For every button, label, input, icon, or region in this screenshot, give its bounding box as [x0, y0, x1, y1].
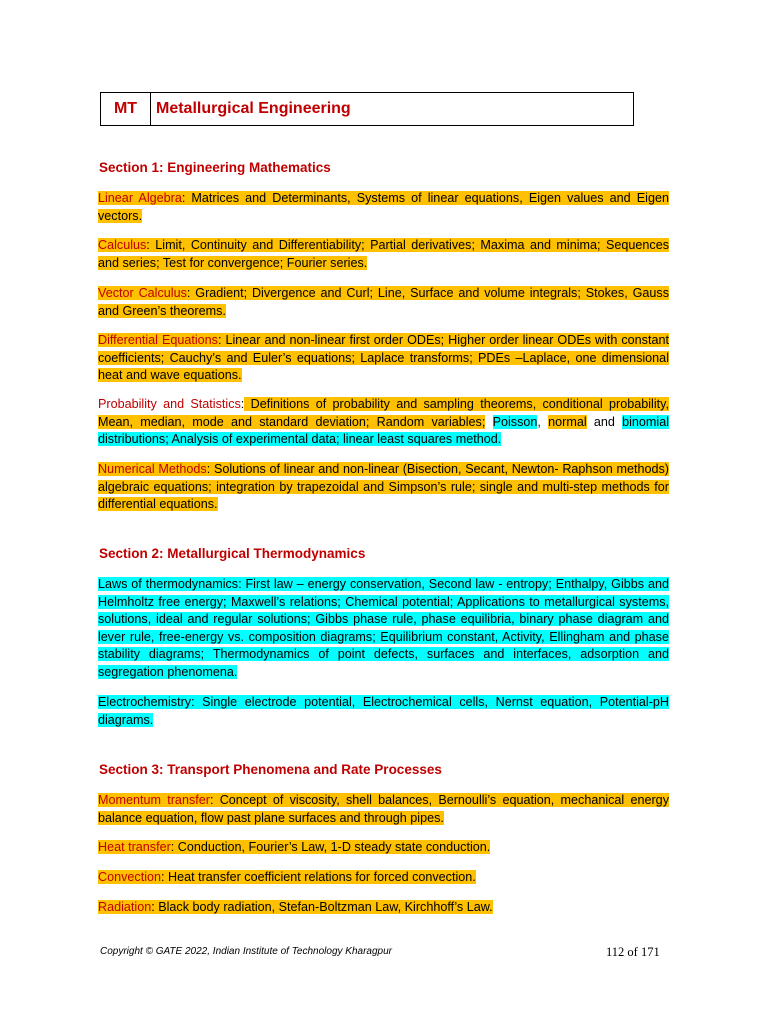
- normal-term: normal: [548, 414, 587, 429]
- topic-label: Numerical Methods: [98, 462, 207, 476]
- topic-text: Limit, Continuity and Differentiability; Partial derivatives; Maxima and minima; Sequences and series; Test for convergence; Fourier series.: [98, 238, 669, 270]
- topic-text: Linear and non-linear first order ODEs; Higher order linear ODEs with constant coefficients; Cauchy’s and Euler’s equations; Laplace transforms; PDEs –Laplace, one dimensional heat and wave equations.: [98, 333, 669, 382]
- paper-code: MT: [101, 93, 151, 125]
- topic-label: Radiation: [98, 900, 152, 914]
- topic-convection: Convection: Heat transfer coefficient relations for forced convection.: [98, 870, 476, 884]
- topic-label: Heat transfer: [98, 840, 171, 854]
- topic-text: Electrochemistry: Single electrode potential, Electrochemical cells, Nernst equation, Potential-pH diagrams.: [98, 695, 669, 727]
- section-1-title: Section 1: Engineering Mathematics: [99, 160, 331, 175]
- topic-differential-equations: Differential Equations: Linear and non-linear first order ODEs; Higher order linear ODEs with constant coefficients; Cauchy’s and Euler’s equations; Laplace transforms; PDEs –Laplace, one dimensional heat and wave equations.: [98, 333, 669, 382]
- topic-text: Black body radiation, Stefan-Boltzman Law, Kirchhoff’s Law.: [154, 900, 493, 914]
- paper-name: Metallurgical Engineering: [156, 100, 351, 117]
- topic-numerical-methods: Numerical Methods: Solutions of linear and non-linear (Bisection, Secant, Newton- Raphson methods) algebraic equations; integration by trapezoidal and Simpson’s rule; single and multi-step methods for differential equations.: [98, 462, 669, 511]
- topic-text: Concept of viscosity, shell balances, Bernoulli’s equation, mechanical energy balance equation, flow past plane surfaces and through pipes.: [98, 793, 669, 825]
- topic-vector-calculus: Vector Calculus: Gradient; Divergence and Curl; Line, Surface and volume integrals; Stokes, Gauss and Green’s theorems.: [98, 286, 669, 318]
- footer-copyright: Copyright © GATE 2022, Indian Institute of Technology Kharagpur: [100, 946, 392, 957]
- topic-electrochemistry: [98, 694, 669, 729]
- topic-probability-statistics: Probability and Statistics: Definitions of probability and sampling theorems, conditional probability, Mean, median, mode and standard deviation; Random variables; Poisson, normal and binomial distributions; Analysis of experimental data; linear least squares method.: [98, 397, 670, 446]
- topic-label: Momentum transfer: [98, 793, 210, 807]
- topic-label: Probability and Statistics: [98, 397, 241, 411]
- topic-heat-transfer: Heat transfer: Conduction, Fourier’s Law, 1-D steady state conduction.: [98, 840, 491, 854]
- topic-text: Solutions of linear and non-linear (Bisection, Secant, Newton- Raphson methods) algebraic equations; integration by trapezoidal and Simpson’s rule; single and multi-step methods for differential equations.: [98, 462, 669, 511]
- topic-linear-algebra: Linear Algebra: Matrices and Determinants, Systems of linear equations, Eigen values and Eigen vectors.: [98, 191, 669, 223]
- topic-label: Calculus: [98, 238, 147, 252]
- binomial-term: binomial: [622, 414, 670, 429]
- page-number: 112 of 171: [606, 945, 660, 959]
- topic-text: Conduction, Fourier’s Law, 1-D steady state conduction.: [174, 840, 491, 854]
- section-3-title: Section 3: Transport Phenomena and Rate Processes: [99, 762, 442, 777]
- topic-text: Laws of thermodynamics: First law – energy conservation, Second law - entropy; Enthalpy, Gibbs and Helmholtz free energy; Maxwell’s relations; Chemical potential; Applications to metallurgical systems, solutions, ideal and regular solutions; Gibbs phase rule, phase equilibria, binary phase diagram and lever rule, free-energy vs. composition diagrams; Equilibrium constant, Activity, Ellingham and phase stability diagrams; Thermodynamics of point defects, surfaces and interfaces, adsorption and segregation phenomena.: [98, 577, 669, 679]
- topic-laws-of-thermodynamics: [98, 576, 669, 681]
- topic-text: Matrices and Determinants, Systems of linear equations, Eigen values and Eigen vectors.: [98, 191, 669, 223]
- section-2-title: Section 2: Metallurgical Thermodynamics: [99, 546, 366, 561]
- topic-radiation: Radiation: Black body radiation, Stefan-Boltzman Law, Kirchhoff’s Law.: [98, 900, 493, 914]
- topic-text: Gradient; Divergence and Curl; Line, Surface and volume integrals; Stokes, Gauss and Green’s theorems.: [98, 286, 669, 318]
- topic-text: Heat transfer coefficient relations for forced convection.: [164, 870, 476, 884]
- topic-label: Vector Calculus: [98, 286, 187, 300]
- poisson-term: Poisson: [492, 414, 538, 429]
- topic-label: Convection: [98, 870, 162, 884]
- topic-momentum-transfer: Momentum transfer: Concept of viscosity, shell balances, Bernoulli’s equation, mechanical energy balance equation, flow past plane surfaces and through pipes.: [98, 793, 669, 825]
- topic-label: Differential Equations: [98, 333, 218, 347]
- paper-title-box: [100, 92, 634, 126]
- topic-label: Linear Algebra: [98, 191, 182, 205]
- topic-calculus: Calculus: Limit, Continuity and Differentiability; Partial derivatives; Maxima and minima; Sequences and series; Test for convergence; Fourier series.: [98, 238, 669, 270]
